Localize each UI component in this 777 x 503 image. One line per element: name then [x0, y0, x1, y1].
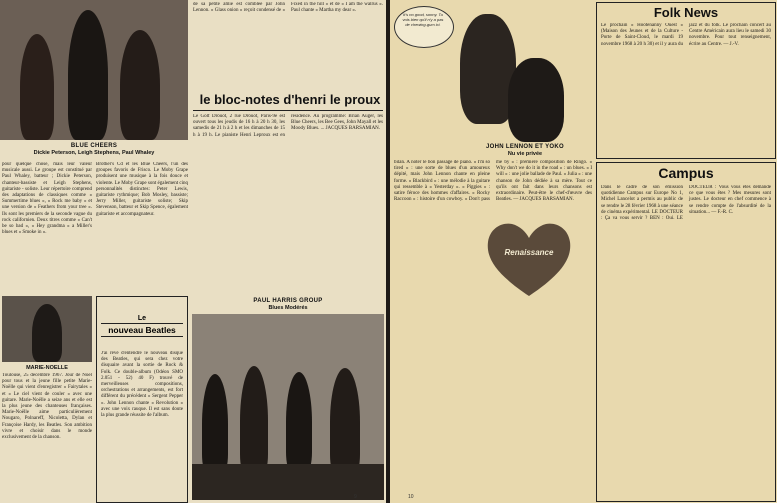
heart-shape: [488, 224, 570, 296]
beatles-text: J'ai rêvé d'entendre le nouveau disque des Beatles, qui sera chez votre disquaire avant la sortie de Rock & Folk. Ce double-album (Odéon SMO 2.051 - 52) 40 F) trouvé de merveilleuses compositions, orchestrations et arrangements, est fort différent du précédent « Sergent Pepper ». John Lennon chante « Revolution » avec une voix rauque. Il est sans doute la plus grande réussite de l'album.: [101, 351, 183, 419]
paul-harris-caption: [192, 298, 384, 311]
paul-harris-photo: [192, 314, 384, 500]
blue-cheers-photo: [0, 0, 188, 140]
lennon-caption: [460, 144, 590, 157]
blocnotes-rule: [193, 110, 383, 111]
paul-harris-caption-sub: Blues Modérés: [268, 304, 308, 311]
left-page: [0, 0, 386, 503]
folk-news-title: Folk News: [653, 5, 719, 20]
marie-noelle-caption-title: MARIE-NOELLE: [26, 365, 68, 371]
folk-news-text: Le prochain « Hootenanny Ouest » (Maison des Jeunes et de la Culture - Porte de Saint-Cloud, le mardi 19 novembre 1968 à 20 h 30) et il y aura du jazz et du folk. Le prochain concert au Centre Américain aura lieu le samedi 30 novembre. Pour tout renseignement, écrire au Centre. — J.-V.: [601, 23, 771, 47]
campus-text: Dans le cadre de son émission quotidienne Campus sur Europe No 1, Michel Lancelot a permis au public de se rendre le 28 février 1968 à une séance de cinéma expérimental. LE DOCTEUR : Ça va vous servir ? BEN : Oui. LE DOCTEUR : Vous vous êtes demandé ce que vous êtes ? Mes mesures sont justes. Le docteur en chef commence à se rendre compte de l'absurdité de la situation... — F.-R. C.: [601, 185, 771, 222]
top-text: de sa petite amie est comblée par John Lennon. « Glass onion » reçoit condensé de « Fixed in the hill » et de « I am the walrus ». Paul chante « Martha my dear ».: [193, 2, 383, 14]
blue-cheers-caption-title: BLUE CHEERS: [70, 143, 118, 149]
marie-noelle-photo: [2, 296, 92, 362]
marie-noelle-text: Toulouse, 25 décembre 1967. Jour de Noël pour tous et la jeune fille petite Marie-Noëlle qui vient d'enregistrer « Fairytales » et « Le ciel vient de couler » avec une guitare. Marie-Noëlle a seize ans et elle est la plus jeune des chanteuses françaises. Marie-Noëlle aime particulièrement Nougaro, Polnareff, Nicoletta, Dylan et Françoise Hardy, les Beatles. Son ambition vivre et choisir dans le monde exclusivement de la chanson.: [2, 373, 92, 441]
blue-cheers-caption: [0, 143, 188, 156]
lennon-article: bilan. A noter le bon passage de piano. « I'm so tired » : une sorte de blues d'un amoureux dépité, mais John Lennon chante en pleine forme. « Blackbird » : une mélodie à la guitare qui ressemble à « Yesterday ». « Piggies » : satire féroce des hommes d'affaires. « Rocky Raccoon » : histoire d'un cowboy. « Don't pass me by » : première composition de Ringo. « Why don't we do it in the road » : un blues. « I will » : une jolie ballade de Paul. « Julia » : une chanson de John dédiée à sa mère. Tout ce qu'ils ont fait dans leurs chansons est extraordinaire. Peut-être le chef-d'œuvre des Beatles. — JACQUES BARSAMIAN.: [394, 160, 592, 203]
beatles-title: nouveau Beatles: [101, 323, 183, 337]
beatles-box: [96, 296, 188, 503]
speech-balloon-text: It's no good, sonny. Tu vois bien qu'il n'y a pas de chewing-gum ici.: [402, 12, 444, 27]
right-page-number: 10: [408, 494, 414, 500]
campus-title: Campus: [658, 165, 714, 181]
beatles-title-small: Le: [137, 315, 147, 322]
renaissance-heart: [486, 222, 572, 298]
lennon-yoko-photo: [390, 0, 590, 142]
campus-box: [596, 162, 776, 502]
right-page: [390, 0, 777, 503]
renaissance-label: Renaissance: [504, 248, 554, 257]
lennon-caption-title: JOHN LENNON ET YOKO: [486, 144, 564, 150]
blocnotes-title: le bloc-notes d'henri le proux: [199, 92, 381, 107]
blue-cheers-caption-names: Dickie Peterson, Leigh Stephens, Paul Whaley: [33, 149, 155, 156]
folk-news-box: [596, 2, 776, 159]
paul-harris-caption-title: PAUL HARRIS GROUP: [253, 298, 323, 304]
left-page-number: 9: [354, 494, 357, 500]
blocnotes-text: Le Golf Drouot, 2 rue Drouot, Paris-9e est ouvert tous les jeudis de 16 h à 20 h 30, les samedis de 21 h à 2 h et les dimanches de 15 h à 19 h. Le pianiste Henri Leproux est en résidence. Au programme: Brian Auger, les Blue Cheers, les Bee Gees, John Mayall et les Moody Blues. ... JACQUES BARSAMIAN.: [193, 114, 383, 138]
blue-cheers-article-col1: pour quelque chose, mais leur valeur musicale aussi. Le groupe est constitué par Paul Whaley, batteur ; Dickie Peterson, chanteur-bassiste et Leigh Stephens, guitariste - soliste. Leur répertoire comprend des adaptations de classiques comme « Summertime blues », « Rock me baby » et une version de « Feathers from your tree ». Ils sont les premiers de la seconde vague du rock californien. Deux titres comme « Can't be so bad », « Hey grandma » a Miller's blues et « Smoke in ».: [2, 162, 92, 236]
blue-cheers-article-col2: Brother's Cd et les Blue Cheers, l'un des groupes favoris de Frisco. Le Moby Grape produisent une musique à la fois douce et violente. Le Moby Grape sont également cinq personnalités distinctes: Peter Lewis, guitariste rythmique; Bob Mosley, bassiste; Jerry Miller, guitariste soliste; Skip Stevenson, batteur et Skip Spence, également guitariste et accompagnateur.: [96, 162, 188, 217]
lennon-caption-sub: Nu vie privée: [507, 150, 543, 157]
